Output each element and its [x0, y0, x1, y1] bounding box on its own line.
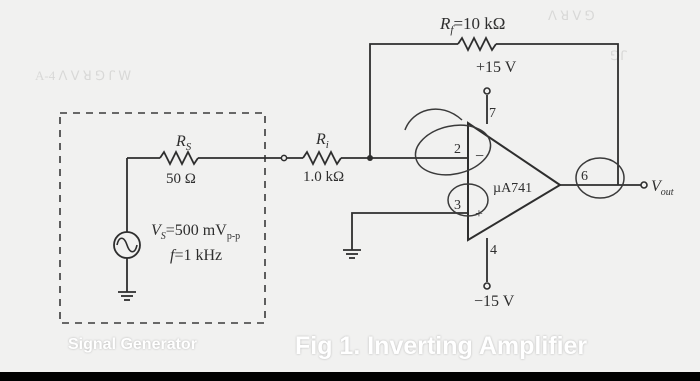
svg-text:A-4 ꓥ ꓦ ꓤ ꓨ ꓩ ꓪ: A-4 ꓥ ꓦ ꓤ ꓨ ꓩ ꓪ [35, 68, 132, 83]
ri-value: 1.0 kΩ [303, 169, 345, 185]
ground-symbol-noninverting [343, 250, 361, 258]
vneg-label: −15 V [474, 293, 515, 310]
output-terminal [641, 182, 647, 188]
minus-sign: − [475, 148, 485, 165]
vpos-label: +15 V [476, 59, 517, 76]
pin-7: 7 [489, 106, 496, 121]
ri-label: $R_i$ [316, 131, 329, 151]
pin-3: 3 [454, 198, 461, 213]
pen-annotations [405, 109, 624, 216]
vpos-terminal [484, 88, 490, 94]
bottom-bar [0, 372, 700, 381]
svg-text:ꓨꓩ: ꓨꓩ [610, 48, 627, 63]
sine-wave-icon [117, 238, 137, 252]
svg-text:ꓥ ꓤ ꓦ ꓨ: ꓥ ꓤ ꓦ ꓨ [548, 8, 595, 23]
vneg-terminal [484, 283, 490, 289]
figure-caption: Fig 1. Inverting Amplifier [295, 332, 588, 360]
vs-label: $V_S=500$ $mV_{p-p}$ [151, 222, 241, 242]
opamp-name: µA741 [493, 181, 533, 196]
input-terminal [281, 155, 286, 160]
rs-label: $R_S$ [176, 133, 192, 153]
background-bleed [35, 8, 627, 83]
vout-label: $V_{out}$ [651, 178, 674, 198]
junction-dot [367, 155, 373, 161]
pin-6: 6 [581, 169, 588, 184]
rs-value: 50 Ω [166, 171, 196, 187]
signal-generator-box [60, 113, 265, 323]
pin-4: 4 [490, 243, 497, 258]
rf-label: $R_f=10$ kΩ [440, 14, 506, 36]
pin-2: 2 [454, 142, 461, 157]
frequency-label: f=1 kHz [170, 247, 223, 264]
ground-symbol-source [118, 292, 136, 300]
signal-generator-caption: Signal Generator [68, 336, 197, 353]
plus-sign: + [475, 207, 483, 222]
